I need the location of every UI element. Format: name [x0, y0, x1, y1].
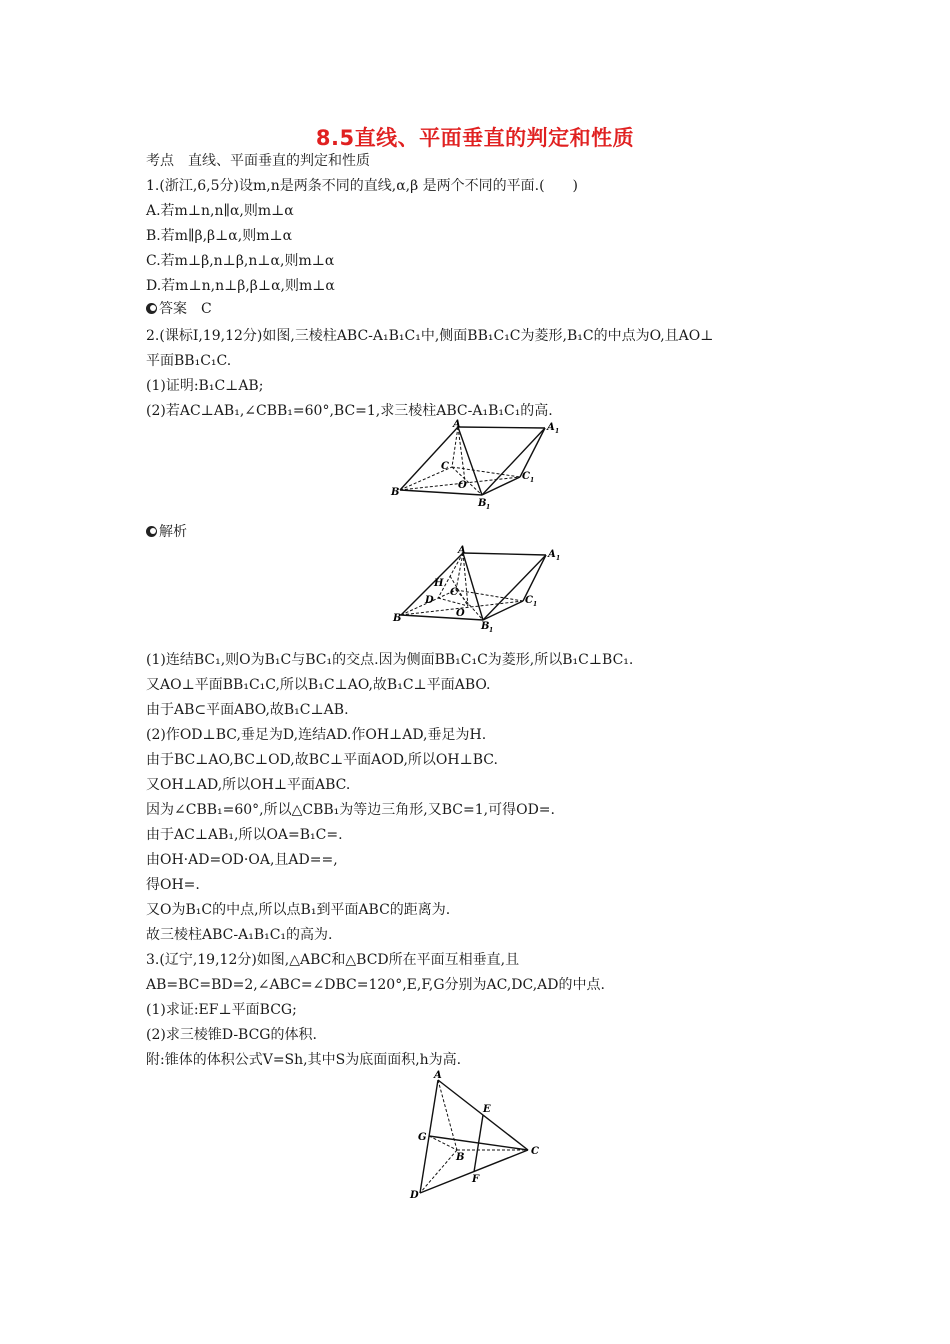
answer-label: 答案	[159, 301, 187, 317]
tetrahedron-figure	[405, 1068, 545, 1203]
edge-c-c1	[452, 467, 520, 477]
edge-a1-c1	[520, 428, 545, 477]
label-f: F	[472, 1174, 480, 1185]
page-title: 8.5直线、平面垂直的判定和性质	[315, 126, 635, 150]
q2-stem-line2: 平面BB₁C₁C.	[146, 353, 232, 369]
q3-part2: (2)求三棱锥D-BCG的体积.	[146, 1027, 317, 1043]
q1-option-a: A.若m⊥n,n∥α,则m⊥α	[146, 203, 294, 219]
q3-stem-line2: AB=BC=BD=2,∠ABC=∠DBC=120°,E,F,G分别为AC,DC,AD的中点.	[146, 977, 605, 993]
answer-value: C	[201, 301, 212, 317]
label-d: D	[425, 595, 434, 606]
analysis-marker-icon	[146, 526, 157, 537]
edge-b-b1	[400, 490, 482, 495]
label-b1: B	[478, 498, 487, 509]
edge-a-b1	[463, 553, 483, 620]
label-b1: B	[481, 621, 490, 632]
prism-figure	[385, 415, 570, 510]
label-a1: A	[548, 549, 556, 560]
q2-part2: (2)若AC⊥AB₁,∠CBB₁=60°,BC=1,求三棱柱ABC-A₁B₁C₁的高.	[146, 403, 553, 419]
analysis-label: 解析	[159, 524, 187, 540]
q1-option-c: C.若m⊥β,n⊥β,n⊥α,则m⊥α	[146, 253, 335, 269]
edge-b-b1	[401, 615, 483, 620]
answer-marker-icon	[146, 303, 157, 314]
label-c1: C	[525, 595, 533, 606]
edge-a-a1	[463, 553, 546, 555]
q3-note: 附:锥体的体积公式V=Sh,其中S为底面面积,h为高.	[146, 1052, 462, 1068]
label-a: A	[434, 1070, 442, 1081]
edge-a-a1	[458, 427, 545, 428]
label-c1-sub: 1	[533, 601, 538, 608]
solution-line-2: 又AO⊥平面BB₁C₁C,所以B₁C⊥AO,故B₁C⊥平面ABO.	[146, 677, 491, 693]
label-b: B	[456, 1152, 465, 1163]
label-b: B	[391, 487, 400, 498]
edge-c-c1	[456, 590, 523, 601]
edge-a1-b1	[482, 428, 545, 495]
label-a: A	[453, 419, 461, 430]
solution-line-5: 由于BC⊥AO,BC⊥OD,故BC⊥平面AOD,所以OH⊥BC.	[146, 752, 498, 768]
label-c1: C	[522, 471, 530, 482]
label-b1-sub: 1	[489, 627, 494, 634]
q1-answer	[146, 300, 212, 318]
label-c: C	[531, 1146, 539, 1157]
q3-part1: (1)求证:EF⊥平面BCG;	[146, 1002, 297, 1018]
label-h: H	[434, 578, 444, 589]
q2-part1: (1)证明:B₁C⊥AB;	[146, 378, 264, 394]
q1-option-b: B.若m∥β,β⊥α,则m⊥α	[146, 228, 293, 244]
label-b1-sub: 1	[486, 504, 491, 510]
solution-line-10: 得OH=.	[146, 877, 200, 893]
label-o: O	[456, 608, 465, 619]
solution-line-4: (2)作OD⊥BC,垂足为D,连结AD.作OH⊥AD,垂足为H.	[146, 727, 487, 743]
label-a: A	[458, 545, 466, 556]
q2-stem-line1: 2.(课标Ⅰ,19,12分)如图,三棱柱ABC-A₁B₁C₁中,侧面BB₁C₁C为菱形,B₁C的中点为O,且AO⊥	[146, 328, 714, 344]
label-e: E	[483, 1104, 491, 1115]
label-o: O	[458, 480, 467, 491]
solution-line-8: 由于AC⊥AB₁,所以OA=B₁C=.	[146, 827, 343, 843]
label-a1-sub: 1	[556, 555, 561, 562]
label-a1: A	[547, 422, 555, 433]
label-g: G	[418, 1132, 427, 1143]
solution-line-12: 故三棱柱ABC-A₁B₁C₁的高为.	[146, 927, 333, 943]
solution-line-1: (1)连结BC₁,则O为B₁C与BC₁的交点.因为侧面BB₁C₁C为菱形,所以B₁C⊥BC₁.	[146, 652, 634, 668]
label-d: D	[410, 1190, 419, 1201]
q1-option-d: D.若m⊥n,n⊥β,β⊥α,则m⊥α	[146, 278, 335, 294]
prism-solution-figure	[388, 540, 573, 635]
edge-b1-c1	[482, 477, 520, 495]
q2-analysis-heading	[146, 523, 187, 541]
label-c: C	[450, 587, 458, 598]
q1-stem: 1.(浙江,6,5分)设m,n是两条不同的直线,α,β 是两个不同的平面.( )	[146, 178, 579, 194]
label-c: C	[441, 461, 449, 472]
solution-line-6: 又OH⊥AD,所以OH⊥平面ABC.	[146, 777, 351, 793]
section-heading: 考点 直线、平面垂直的判定和性质	[146, 153, 370, 169]
edge-b1-c1	[483, 601, 523, 620]
label-b: B	[393, 613, 402, 624]
q3-stem-line1: 3.(辽宁,19,12分)如图,△ABC和△BCD所在平面互相垂直,且	[146, 952, 520, 968]
label-a1-sub: 1	[555, 428, 560, 435]
solution-line-11: 又O为B₁C的中点,所以点B₁到平面ABC的距离为.	[146, 902, 451, 918]
edge-a1-b1	[483, 555, 546, 620]
edge-a-b	[400, 427, 458, 490]
solution-line-3: 由于AB⊂平面ABO,故B₁C⊥AB.	[146, 702, 349, 718]
solution-line-9: 由OH·AD=OD·OA,且AD==,	[146, 852, 338, 868]
solution-line-7: 因为∠CBB₁=60°,所以△CBB₁为等边三角形,又BC=1,可得OD=.	[146, 802, 555, 818]
label-c1-sub: 1	[530, 477, 535, 484]
edge-a-b	[438, 1080, 457, 1150]
